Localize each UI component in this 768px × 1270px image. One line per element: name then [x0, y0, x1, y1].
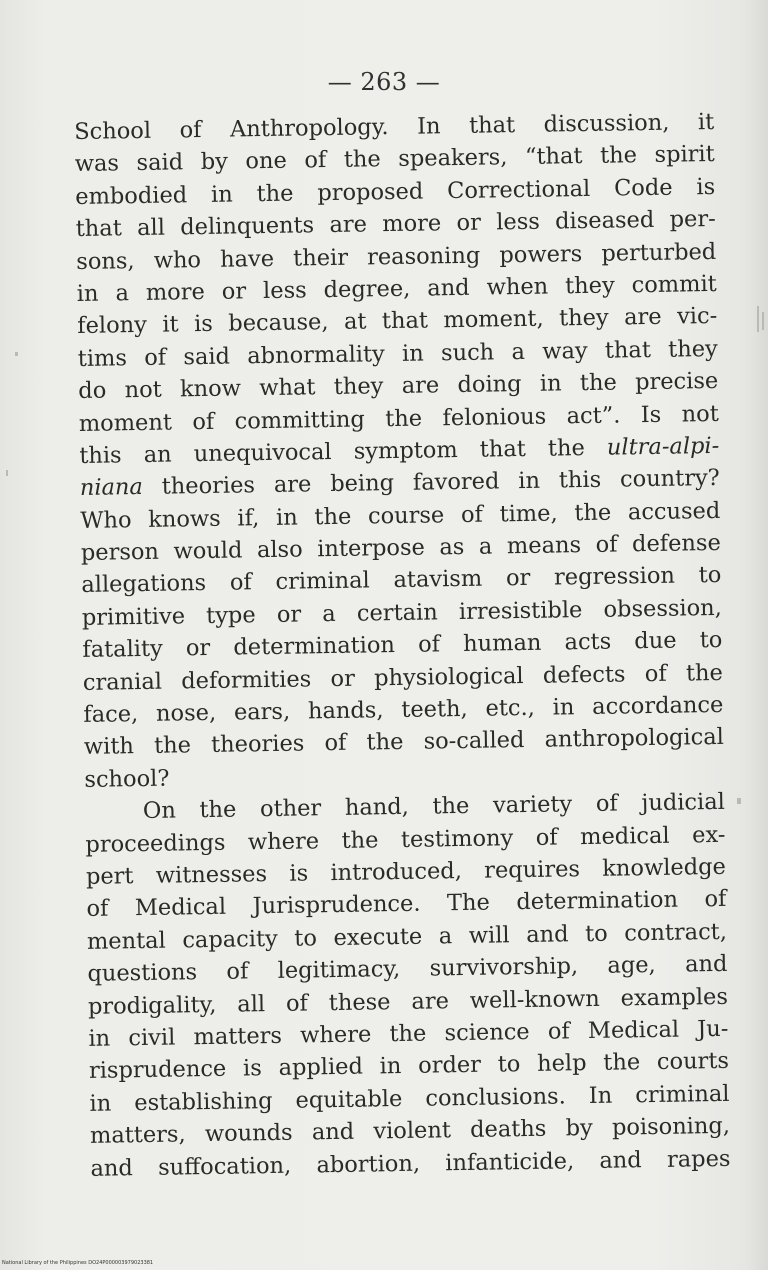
- text-line: do not know what they are doing in the precise: [78, 368, 719, 405]
- text-line: school?: [84, 765, 170, 793]
- text-segment: theories are being favored in this country?: [142, 465, 720, 501]
- text-line: person would also interpose as a means of defense: [80, 529, 721, 567]
- text-line: prodigality, all of these are well-known examples: [87, 983, 729, 1020]
- page-number: — 263 —: [327, 68, 441, 96]
- text-segment: this an unequivocal symptom that the: [79, 434, 608, 469]
- text-line: in a more or less degree, and when they commit: [76, 270, 717, 307]
- scan-speck: [737, 798, 741, 804]
- text-line: mental capacity to execute a will and to contract,: [86, 918, 728, 955]
- scan-speck: [15, 352, 18, 356]
- text-line: that all delinquents are more or less diseased per-: [75, 206, 716, 243]
- paragraph-1: [74, 106, 725, 796]
- text-line: School of Anthropology. In that discussion, it: [74, 108, 715, 145]
- text-line: in civil matters where the science of Medical Ju-: [88, 1015, 729, 1052]
- text-line: with the theories of the so-called anthropological: [83, 724, 725, 761]
- text-line: face, nose, ears, hands, teeth, etc., in accordance: [83, 691, 724, 728]
- text-line: proceedings where the testimony of medical ex-: [85, 821, 726, 858]
- text-line: allegations of criminal atavism or regression to: [81, 562, 722, 599]
- scan-speck: [762, 312, 764, 330]
- text-line: tims of said abnormality in such a way that they: [77, 335, 718, 372]
- paragraph-2: [85, 786, 731, 1185]
- text-line: was said by one of the speakers, “that the spirit: [74, 141, 715, 178]
- scan-speck: [757, 306, 759, 332]
- text-line: matters, wounds and violent deaths by poisoning,: [89, 1112, 731, 1149]
- text-line: sons, who have their reasoning powers perturbed: [76, 238, 717, 275]
- text-line: risprudence is applied in order to help the courts: [88, 1048, 730, 1085]
- italic-term: ultra-alpi-: [606, 432, 720, 461]
- body-text: [74, 106, 731, 1185]
- text-line: embodied in the proposed Correctional Code is: [75, 173, 716, 210]
- text-line: and suffocation, abortion, infanticide, and rapes: [90, 1145, 731, 1182]
- scan-speck: [6, 470, 8, 476]
- scan-footer: National Library of the Philippines DO24P000003979023381: [2, 1260, 154, 1266]
- italic-term: niana: [79, 474, 144, 502]
- text-line: cranial deformities or physiological defects of the: [82, 659, 724, 696]
- text-line: On the other hand, the variety of judicial: [142, 789, 726, 825]
- text-line: felony it is because, at that moment, they are vic-: [77, 303, 718, 340]
- text-line: moment of committing the felonious act”. Is not: [78, 400, 719, 437]
- text-line: in establishing equitable conclusions. In criminal: [89, 1080, 730, 1117]
- text-line: of Medical Jurisprudence. The determination of: [86, 886, 727, 923]
- text-line: fatality or determination of human acts due to: [82, 627, 723, 664]
- text-line: questions of legitimacy, survivorship, age, and: [87, 950, 728, 988]
- text-line: Who knows if, in the course of time, the accused: [80, 497, 721, 534]
- text-line: primitive type or a certain irresistible obsession,: [81, 594, 723, 631]
- text-line: pert witnesses is introduced, requires knowledge: [85, 853, 727, 890]
